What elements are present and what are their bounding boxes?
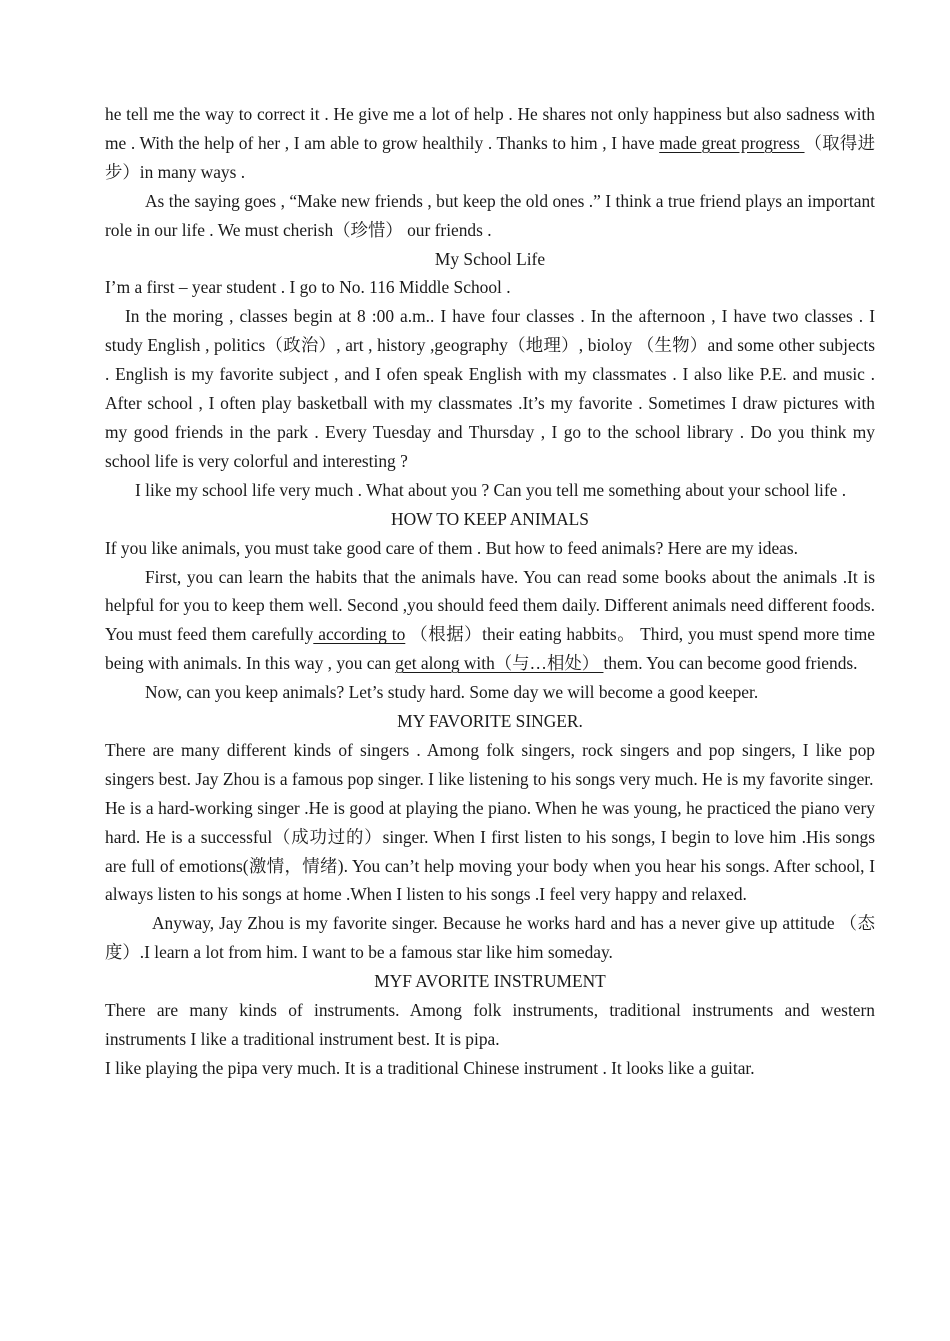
singer-paragraph-1: There are many different kinds of singers . Among folk singers, rock singers and pop singers, I like pop singers best. Jay Zhou is a famous pop singer. I like listening to his songs very much. He is my favorite singer. <box>105 739 875 789</box>
underlined-phrase: made great progress <box>659 132 805 153</box>
section-title-school-life: My School Life <box>434 248 546 269</box>
underlined-phrase: get along with（与…相处） <box>395 653 604 674</box>
animals-paragraph-3: Now, can you keep animals? Let’s study hard. Some day we will become a good keeper. <box>145 682 759 703</box>
text-run: （根据）their eating habbits。 Third, you must spend more time being with animals. In this way , you can <box>105 624 875 674</box>
text-run: First, you can learn the habits that the animals have. You can read some books about the animals .It is helpful for you to keep them well. Second ,you should feed them daily. Different animals need different foods. You must feed them carefully <box>105 566 875 645</box>
text-run: （取得进步）in many ways . <box>105 132 875 182</box>
section-title-instrument: MYF AVORITE INSTRUMENT <box>374 971 606 992</box>
text-run: he tell me the way to correct it . He give me a lot of help . He shares not only happiness but also sadness with me . With the help of her , I am able to grow healthily . Thanks to him , I have <box>105 104 875 153</box>
instrument-paragraph-1: There are many kinds of instruments. Among folk instruments, traditional instruments and western instruments I like a traditional instrument best. It is pipa. <box>105 1000 875 1049</box>
school-paragraph-1: I’m a first – year student . I go to No. 116 Middle School . <box>105 277 511 298</box>
text-run: them. You can become good friends. <box>603 653 858 674</box>
document-page <box>105 100 875 1083</box>
school-paragraph-3: I like my school life very much . What about you ? Can you tell me something about your school life . <box>135 479 847 500</box>
school-paragraph-2: In the moring , classes begin at 8 :00 a.m.. I have four classes . In the afternoon , I have two classes . I study English , politics（政治）, art , history ,geography（地理）, bioloy （生物）and some other subjects . English is my favorite subject , and I ofen speak English with my classmates . I also like P.E. and music . After school , I often play basketball with my classmates .It’s my favorite . Sometimes I draw pictures with my good friends in the park . Every Tuesday and Thursday , I go to the school library . Do you think my school life is very colorful and interesting ? <box>105 306 875 471</box>
animals-paragraph-1: If you like animals, you must take good care of them . But how to feed animals? Here are my ideas. <box>105 537 799 558</box>
section-title-singer: MY FAVORITE SINGER. <box>397 711 583 732</box>
friend-paragraph-1 <box>105 100 875 187</box>
underlined-phrase: according to <box>313 624 406 645</box>
singer-paragraph-2: He is a hard-working singer .He is good at playing the piano. When he was young, he practiced the piano very hard. He is a successful（成功过的）singer. When I first listen to his songs, I begin to love him .His songs are full of emotions(激情，情绪). You can’t help moving your body when you hear his songs. After school, I always listen to his songs at home .When I listen to his songs .I feel very happy and relaxed. <box>105 797 875 905</box>
friend-paragraph-2: As the saying goes , “Make new friends , but keep the old ones .” I think a true friend plays an important role in our life . We must cherish（珍惜） our friends . <box>105 190 875 240</box>
section-title-animals: HOW TO KEEP ANIMALS <box>391 508 589 529</box>
singer-paragraph-3: Anyway, Jay Zhou is my favorite singer. Because he works hard and has a never give up attitude （态度）.I learn a lot from him. I want to be a famous star like him someday. <box>105 913 875 963</box>
animals-paragraph-2 <box>105 563 875 679</box>
instrument-paragraph-2: I like playing the pipa very much. It is a traditional Chinese instrument . It looks like a guitar. <box>105 1057 755 1078</box>
